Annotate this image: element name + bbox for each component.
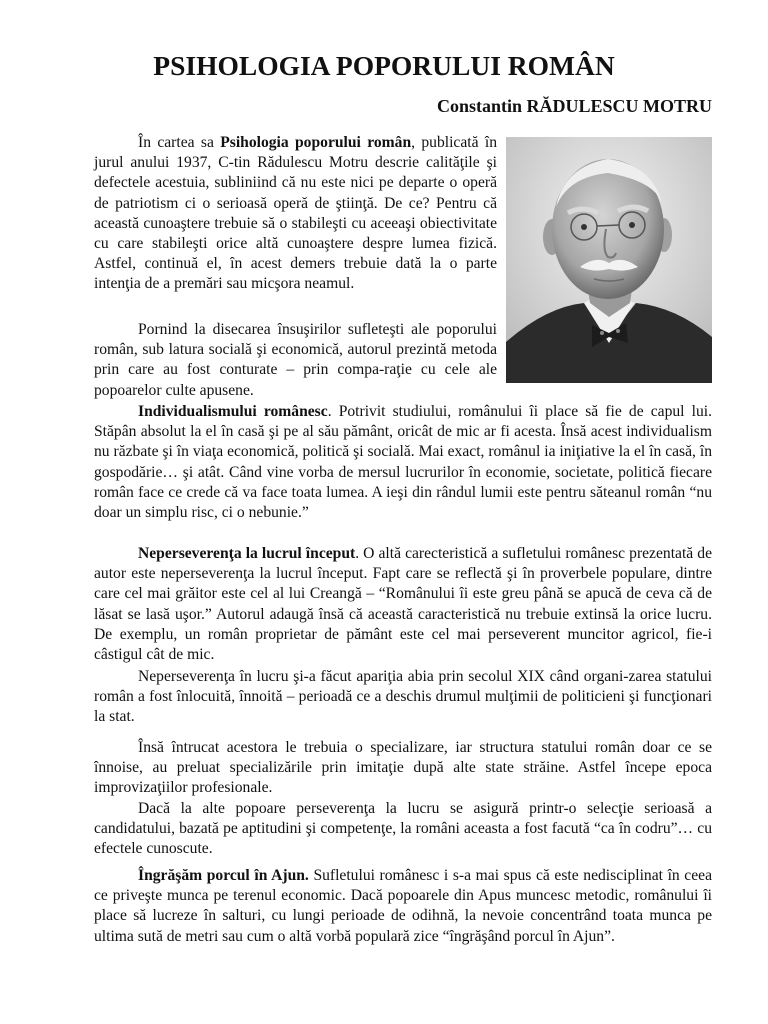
section-heading: Neperseverenţa la lucrul început (138, 545, 356, 562)
paragraph-text: . O altă carecteristică a sufletului românesc prezentată de autor este neperseverenţa la lucrul început. Fapt care se reflectă şi în proverbele populare, dintre care cel mai grăitor este cel al lui Creangă – “Românului îi este greu până se apucă de ceva că de lăsat se lasă uşor.” Autorul adaugă însă că această caracteristică nu trebuie extinsă la orice lucru. De exemplu, un român proprietar de pământ este cel mai perseverent muncitor agricol, fie-i câstigul cât de mic. (94, 545, 712, 664)
paragraph-specializare: Însă întrucat acestora le trebuia o specializare, iar structura statului român doar ce se înnoise, au preluat specializările prin imitaţie după alte state străine. Astfel începe epoca improvizaţiilor profesionale. (94, 739, 712, 797)
paragraph-text: În cartea sa (138, 134, 221, 151)
paragraph-secolul-xix: Neperseverenţa în lucru şi-a făcut apariţia abia prin secolul XIX când organi-zarea statului român a fost înlocuită, înnoită – perioadă ce a deschis drumul mulţimii de politicieni şi funcţionari la stat. (94, 668, 712, 726)
paragraph-ajun (94, 866, 712, 947)
document-author: Constantin RĂDULESCU MOTRU (436, 96, 712, 116)
section-heading: Individualismului românesc (138, 403, 328, 420)
paragraph-text: Sufletului românesc i s-a mai spus că este nedisciplinat în ceea ce priveşte munca pe terenul economic. Dacă popoarele din Apus muncesc metodic, românului îi place să lucreze în salturi, cu lungi perioade de odihnă, la nevoie concentrând toata munca pe ultima sută de metri sau cum o altă vorbă populară zice “îngrăşând porcul în Ajun”. (94, 867, 712, 945)
portrait-photo (506, 137, 712, 383)
paragraph-intro (94, 133, 497, 295)
paragraph-text: . Potrivit studiului, românului îi place să fie de capul lui. Stăpân absolut la el în casă şi pe al său pământ, oricât de mic ar fi acesta. Însă acest individualism nu răzbate şi în viaţa economică, politică şi socială. Mai exact, românul ia iniţiative la el în casă, în gospodărie… şi atât. Când vine vorba de mersul lucrurilor în economie, societate, politică fiecare român face ce crede că va face toata lumea. A ieşi din rândul lumii este pentru săteanul român “nu doar un simplu risc, ci o nebunie.” (94, 403, 712, 522)
document-title: PSIHOLOGIA POPORULUI ROMÂN (153, 50, 615, 81)
portrait-icon (506, 137, 712, 383)
paragraph-method: Pornind la disecarea însuşirilor sufleteşti ale poporului român, sub latura socială şi economică, autorul prezintă metoda prin care au fost conturate – prin compa-raţie cu cele ale popoarelor culte apusene. (94, 321, 497, 399)
book-title: Psihologia poporului român (220, 134, 412, 151)
paragraph-neperseverenta (94, 544, 712, 665)
paragraph-text: , publicată în jurul anului 1937, C-tin Rădulescu Motru descrie calităţile şi defectele acestuia, subliniind că nu este nici pe departe o operă de patriotism ci o serioasă operă de ştiinţă. De ce? Pentru că această cunoaştere trebuie să o stabileşti cu aceeaşi obiectivitate cu care stabileşti orice altă cunoaştere despre lumea fizică. Astfel, continuă el, în acest demers trebuie dată la o parte intenţia de a premări sau micşora neamul. (94, 134, 497, 293)
paragraph-selectie: Dacă la alte popoare perseverenţa la lucru se asigură printr-o selecţie serioasă a candidatului, bazată pe aptitudini şi competenţe, la români aceasta a fost facută “ca în codru”… cu efectele cunoscute. (94, 800, 712, 858)
section-heading: Îngrăşăm porcul în Ajun. (138, 867, 309, 884)
paragraph-individualism (94, 402, 712, 523)
